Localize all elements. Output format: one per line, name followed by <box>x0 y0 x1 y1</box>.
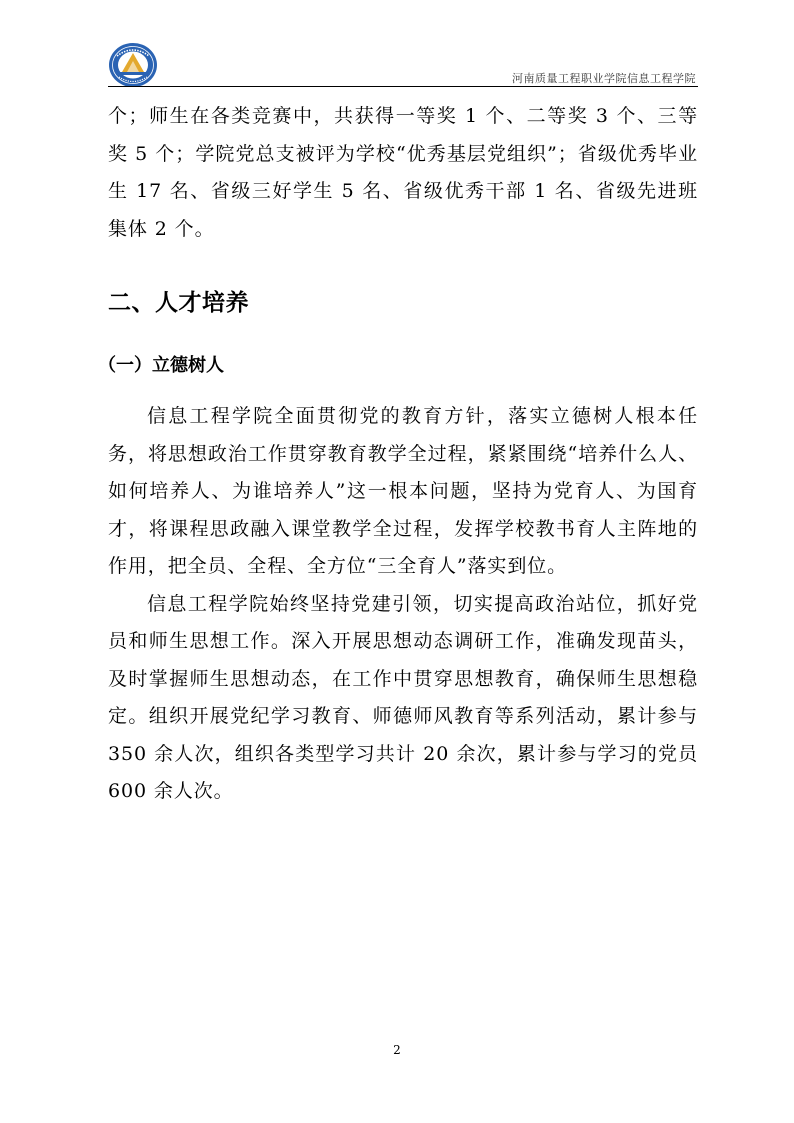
subsection-heading: （一）立德树人 <box>98 355 224 376</box>
header-institution-name: 河南质量工程职业学院信息工程学院 <box>512 72 696 85</box>
page-body <box>98 98 698 811</box>
section-heading: 二、人才培养 <box>108 290 249 316</box>
page-number: 2 <box>393 1043 401 1057</box>
continuation-paragraph: 个；师生在各类竞赛中，共获得一等奖 1 个、二等奖 3 个、三等奖 5 个；学院党总支被评为学校“优秀基层党组织”；省级优秀毕业生 17 名、省级三好学生 5 名、省级优秀干部 1 名、省级先进班集体 2 个。 <box>108 105 698 240</box>
college-emblem-icon <box>108 42 158 88</box>
page-header <box>108 42 698 90</box>
body-paragraph: 信息工程学院始终坚持党建引领，切实提高政治站位，抓好党员和师生思想工作。深入开展思想动态调研工作，准确发现苗头，及时掌握师生思想动态，在工作中贯穿思想教育，确保师生思想稳定。组织开展党纪学习教育、师德师风教育等系列活动，累计参与 350 余人次，组织各类型学习共计 20 余次，累计参与学习的党员 600 余人次。 <box>108 592 698 802</box>
header-divider <box>108 86 698 87</box>
body-paragraph: 信息工程学院全面贯彻党的教育方针，落实立德树人根本任务，将思想政治工作贯穿教育教学全过程，紧紧围绕“培养什么人、如何培养人、为谁培养人”这一根本问题，坚持为党育人、为国育才，将课程思政融入课堂教学全过程，发挥学校教书育人主阵地的作用，把全员、全程、全方位“三全育人”落实到位。 <box>108 405 698 577</box>
heading-spacer <box>108 384 698 398</box>
